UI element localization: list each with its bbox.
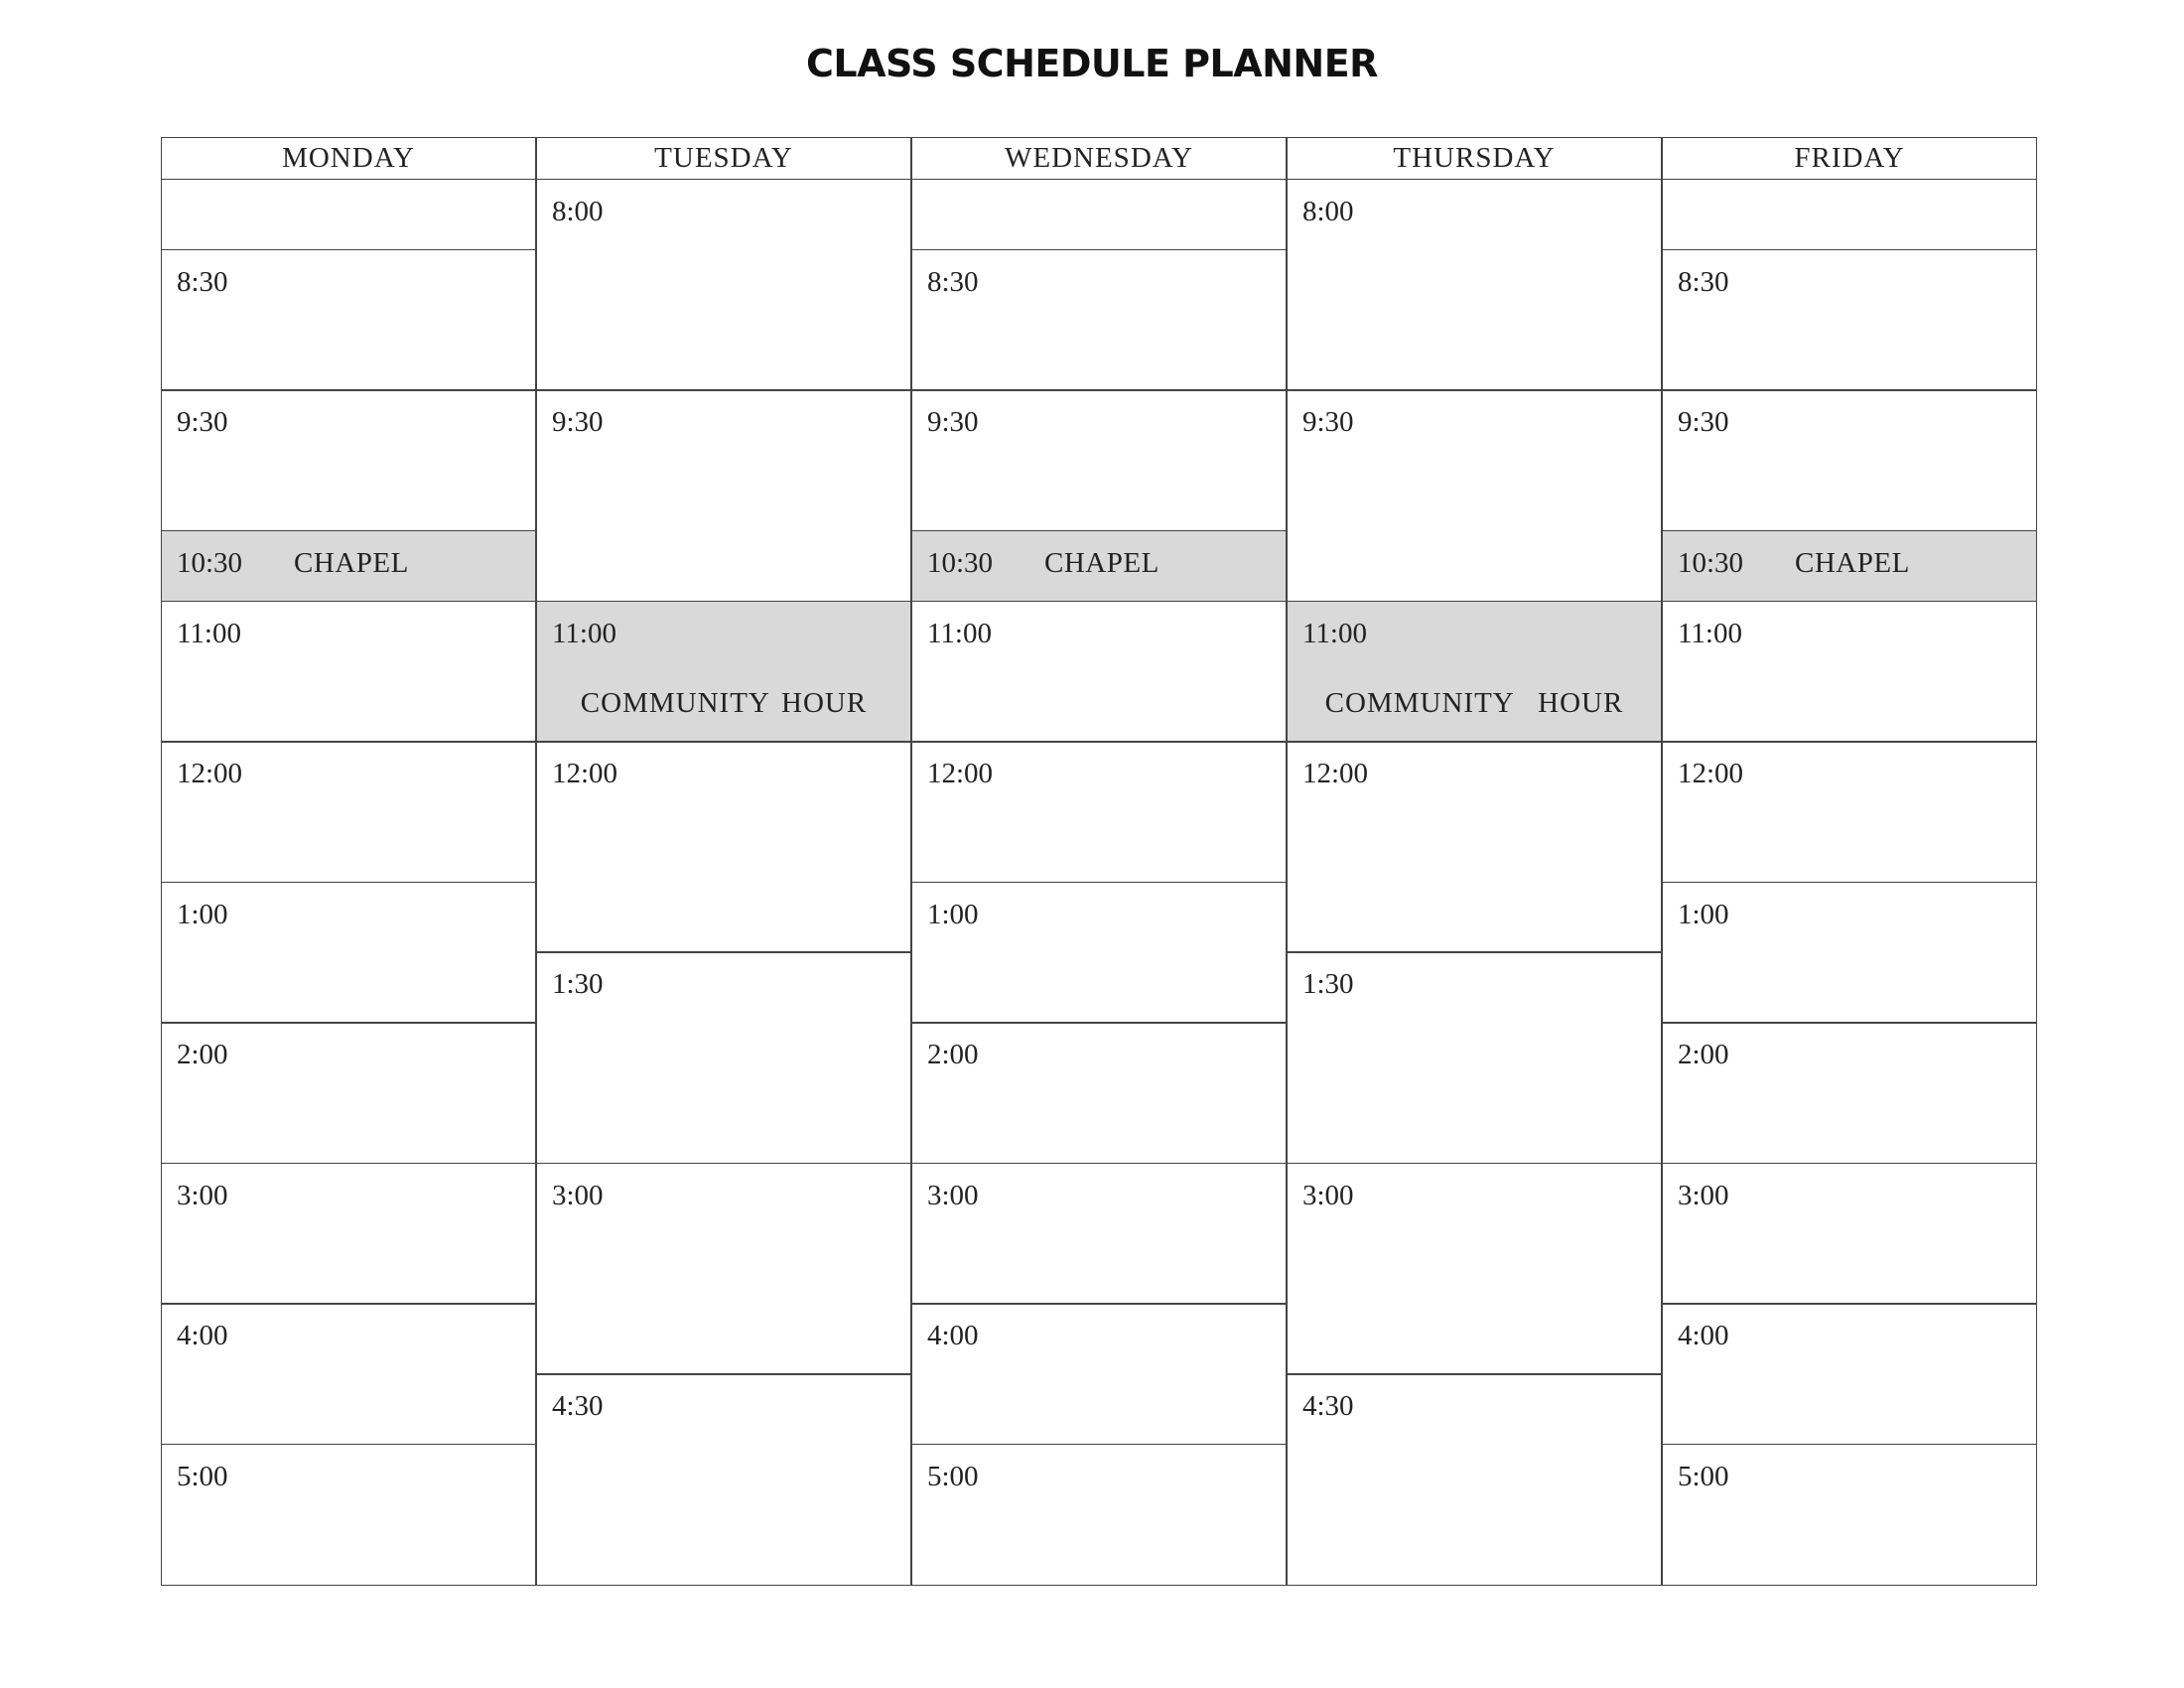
slot-time-label: 4:00 [1678, 1320, 1729, 1351]
slot-time-label: 2:00 [1678, 1039, 1729, 1070]
slot-time-label: 12:00 [927, 758, 994, 789]
slot-time-label: 3:00 [927, 1180, 979, 1211]
time-slot[interactable] [1287, 179, 1662, 391]
slot-time-label: 11:00 [177, 618, 241, 649]
chapel-label: CHAPEL [294, 547, 409, 579]
time-slot[interactable] [1662, 530, 2037, 602]
slot-time-label: 10:30 [927, 547, 994, 579]
time-slot[interactable] [161, 179, 536, 250]
time-slot[interactable] [161, 741, 536, 883]
time-slot[interactable] [161, 882, 536, 1024]
time-slot[interactable] [536, 389, 911, 602]
slot-time-label: 12:00 [177, 758, 243, 789]
time-slot[interactable] [911, 389, 1287, 531]
slot-time-label: 11:00 [927, 618, 992, 649]
slot-time-label: 1:00 [1678, 899, 1729, 930]
slot-time-label: 3:00 [552, 1180, 604, 1211]
slot-time-label: 9:30 [552, 406, 604, 438]
day-column-friday [1662, 137, 2037, 1584]
slot-time-label: 4:00 [177, 1320, 228, 1351]
slot-time-label: 8:00 [1302, 196, 1354, 227]
time-slot[interactable] [1662, 1022, 2037, 1164]
time-slot[interactable] [1287, 741, 1662, 953]
slot-time-label: 1:00 [927, 899, 979, 930]
time-slot[interactable] [536, 1373, 911, 1586]
day-column-monday [161, 137, 536, 1584]
schedule-grid [161, 137, 2035, 1584]
day-column-tuesday [536, 137, 911, 1584]
slot-time-label: 4:00 [927, 1320, 979, 1351]
chapel-label: CHAPEL [1795, 547, 1910, 579]
time-slot[interactable] [911, 1163, 1287, 1305]
time-slot[interactable] [536, 179, 911, 391]
slot-time-label: 5:00 [177, 1461, 228, 1492]
time-slot[interactable] [911, 249, 1287, 391]
page-title: CLASS SCHEDULE PLANNER [806, 42, 1378, 85]
slot-time-label: 9:30 [1678, 406, 1729, 438]
slot-time-label: 9:30 [927, 406, 979, 438]
slot-time-label: 11:00 [552, 618, 616, 649]
slot-time-label: 10:30 [177, 547, 243, 579]
slot-time-label: 12:00 [1678, 758, 1744, 789]
time-slot[interactable] [911, 1444, 1287, 1586]
time-slot[interactable] [1662, 882, 2037, 1024]
slot-time-label: 9:30 [1302, 406, 1354, 438]
time-slot[interactable] [911, 1303, 1287, 1445]
time-slot[interactable] [1662, 1444, 2037, 1586]
slot-time-label: 3:00 [1302, 1180, 1354, 1211]
time-slot[interactable] [1662, 741, 2037, 883]
time-slot[interactable] [536, 951, 911, 1164]
slot-time-label: 4:30 [552, 1390, 604, 1422]
time-slot[interactable] [1287, 601, 1662, 743]
time-slot[interactable] [1287, 1163, 1662, 1375]
community-hour-label: COMMUNITY HOUR [580, 687, 868, 719]
slot-time-label: 8:30 [1678, 266, 1729, 298]
slot-time-label: 8:00 [552, 196, 604, 227]
time-slot[interactable] [1662, 601, 2037, 743]
day-header-tuesday: TUESDAY [536, 137, 911, 180]
time-slot[interactable] [161, 1163, 536, 1305]
time-slot[interactable] [536, 1163, 911, 1375]
time-slot[interactable] [911, 179, 1287, 250]
time-slot[interactable] [1287, 1373, 1662, 1586]
time-slot[interactable] [161, 1022, 536, 1164]
time-slot[interactable] [536, 601, 911, 743]
slot-time-label: 12:00 [552, 758, 618, 789]
slot-time-label: 3:00 [177, 1180, 228, 1211]
time-slot[interactable] [911, 882, 1287, 1024]
slot-time-label: 1:30 [552, 968, 604, 1000]
time-slot[interactable] [911, 530, 1287, 602]
slot-time-label: 1:30 [1302, 968, 1354, 1000]
slot-time-label: 8:30 [927, 266, 979, 298]
time-slot[interactable] [1662, 249, 2037, 391]
time-slot[interactable] [1287, 389, 1662, 602]
day-header-thursday: THURSDAY [1287, 137, 1662, 180]
slot-time-label: 4:30 [1302, 1390, 1354, 1422]
slot-time-label: 10:30 [1678, 547, 1744, 579]
time-slot[interactable] [161, 1303, 536, 1445]
time-slot[interactable] [1662, 389, 2037, 531]
slot-time-label: 3:00 [1678, 1180, 1729, 1211]
community-hour-label: COMMUNITY HOUR [1324, 687, 1624, 719]
time-slot[interactable] [911, 1022, 1287, 1164]
slot-time-label: 12:00 [1302, 758, 1369, 789]
time-slot[interactable] [536, 741, 911, 953]
time-slot[interactable] [911, 741, 1287, 883]
time-slot[interactable] [161, 389, 536, 531]
day-column-wednesday [911, 137, 1287, 1584]
time-slot[interactable] [161, 530, 536, 602]
slot-time-label: 2:00 [177, 1039, 228, 1070]
slot-time-label: 2:00 [927, 1039, 979, 1070]
slot-time-label: 1:00 [177, 899, 228, 930]
slot-time-label: 5:00 [927, 1461, 979, 1492]
slot-time-label: 5:00 [1678, 1461, 1729, 1492]
time-slot[interactable] [911, 601, 1287, 743]
time-slot[interactable] [1662, 179, 2037, 250]
slot-time-label: 9:30 [177, 406, 228, 438]
time-slot[interactable] [161, 1444, 536, 1586]
time-slot[interactable] [1662, 1163, 2037, 1305]
day-header-monday: MONDAY [161, 137, 536, 180]
slot-time-label: 11:00 [1302, 618, 1367, 649]
time-slot[interactable] [1287, 951, 1662, 1164]
time-slot[interactable] [161, 601, 536, 743]
day-header-friday: FRIDAY [1662, 137, 2037, 180]
day-header-wednesday: WEDNESDAY [911, 137, 1287, 180]
chapel-label: CHAPEL [1044, 547, 1160, 579]
slot-time-label: 8:30 [177, 266, 228, 298]
time-slot[interactable] [1662, 1303, 2037, 1445]
time-slot[interactable] [161, 249, 536, 391]
slot-time-label: 11:00 [1678, 618, 1742, 649]
day-column-thursday [1287, 137, 1662, 1584]
